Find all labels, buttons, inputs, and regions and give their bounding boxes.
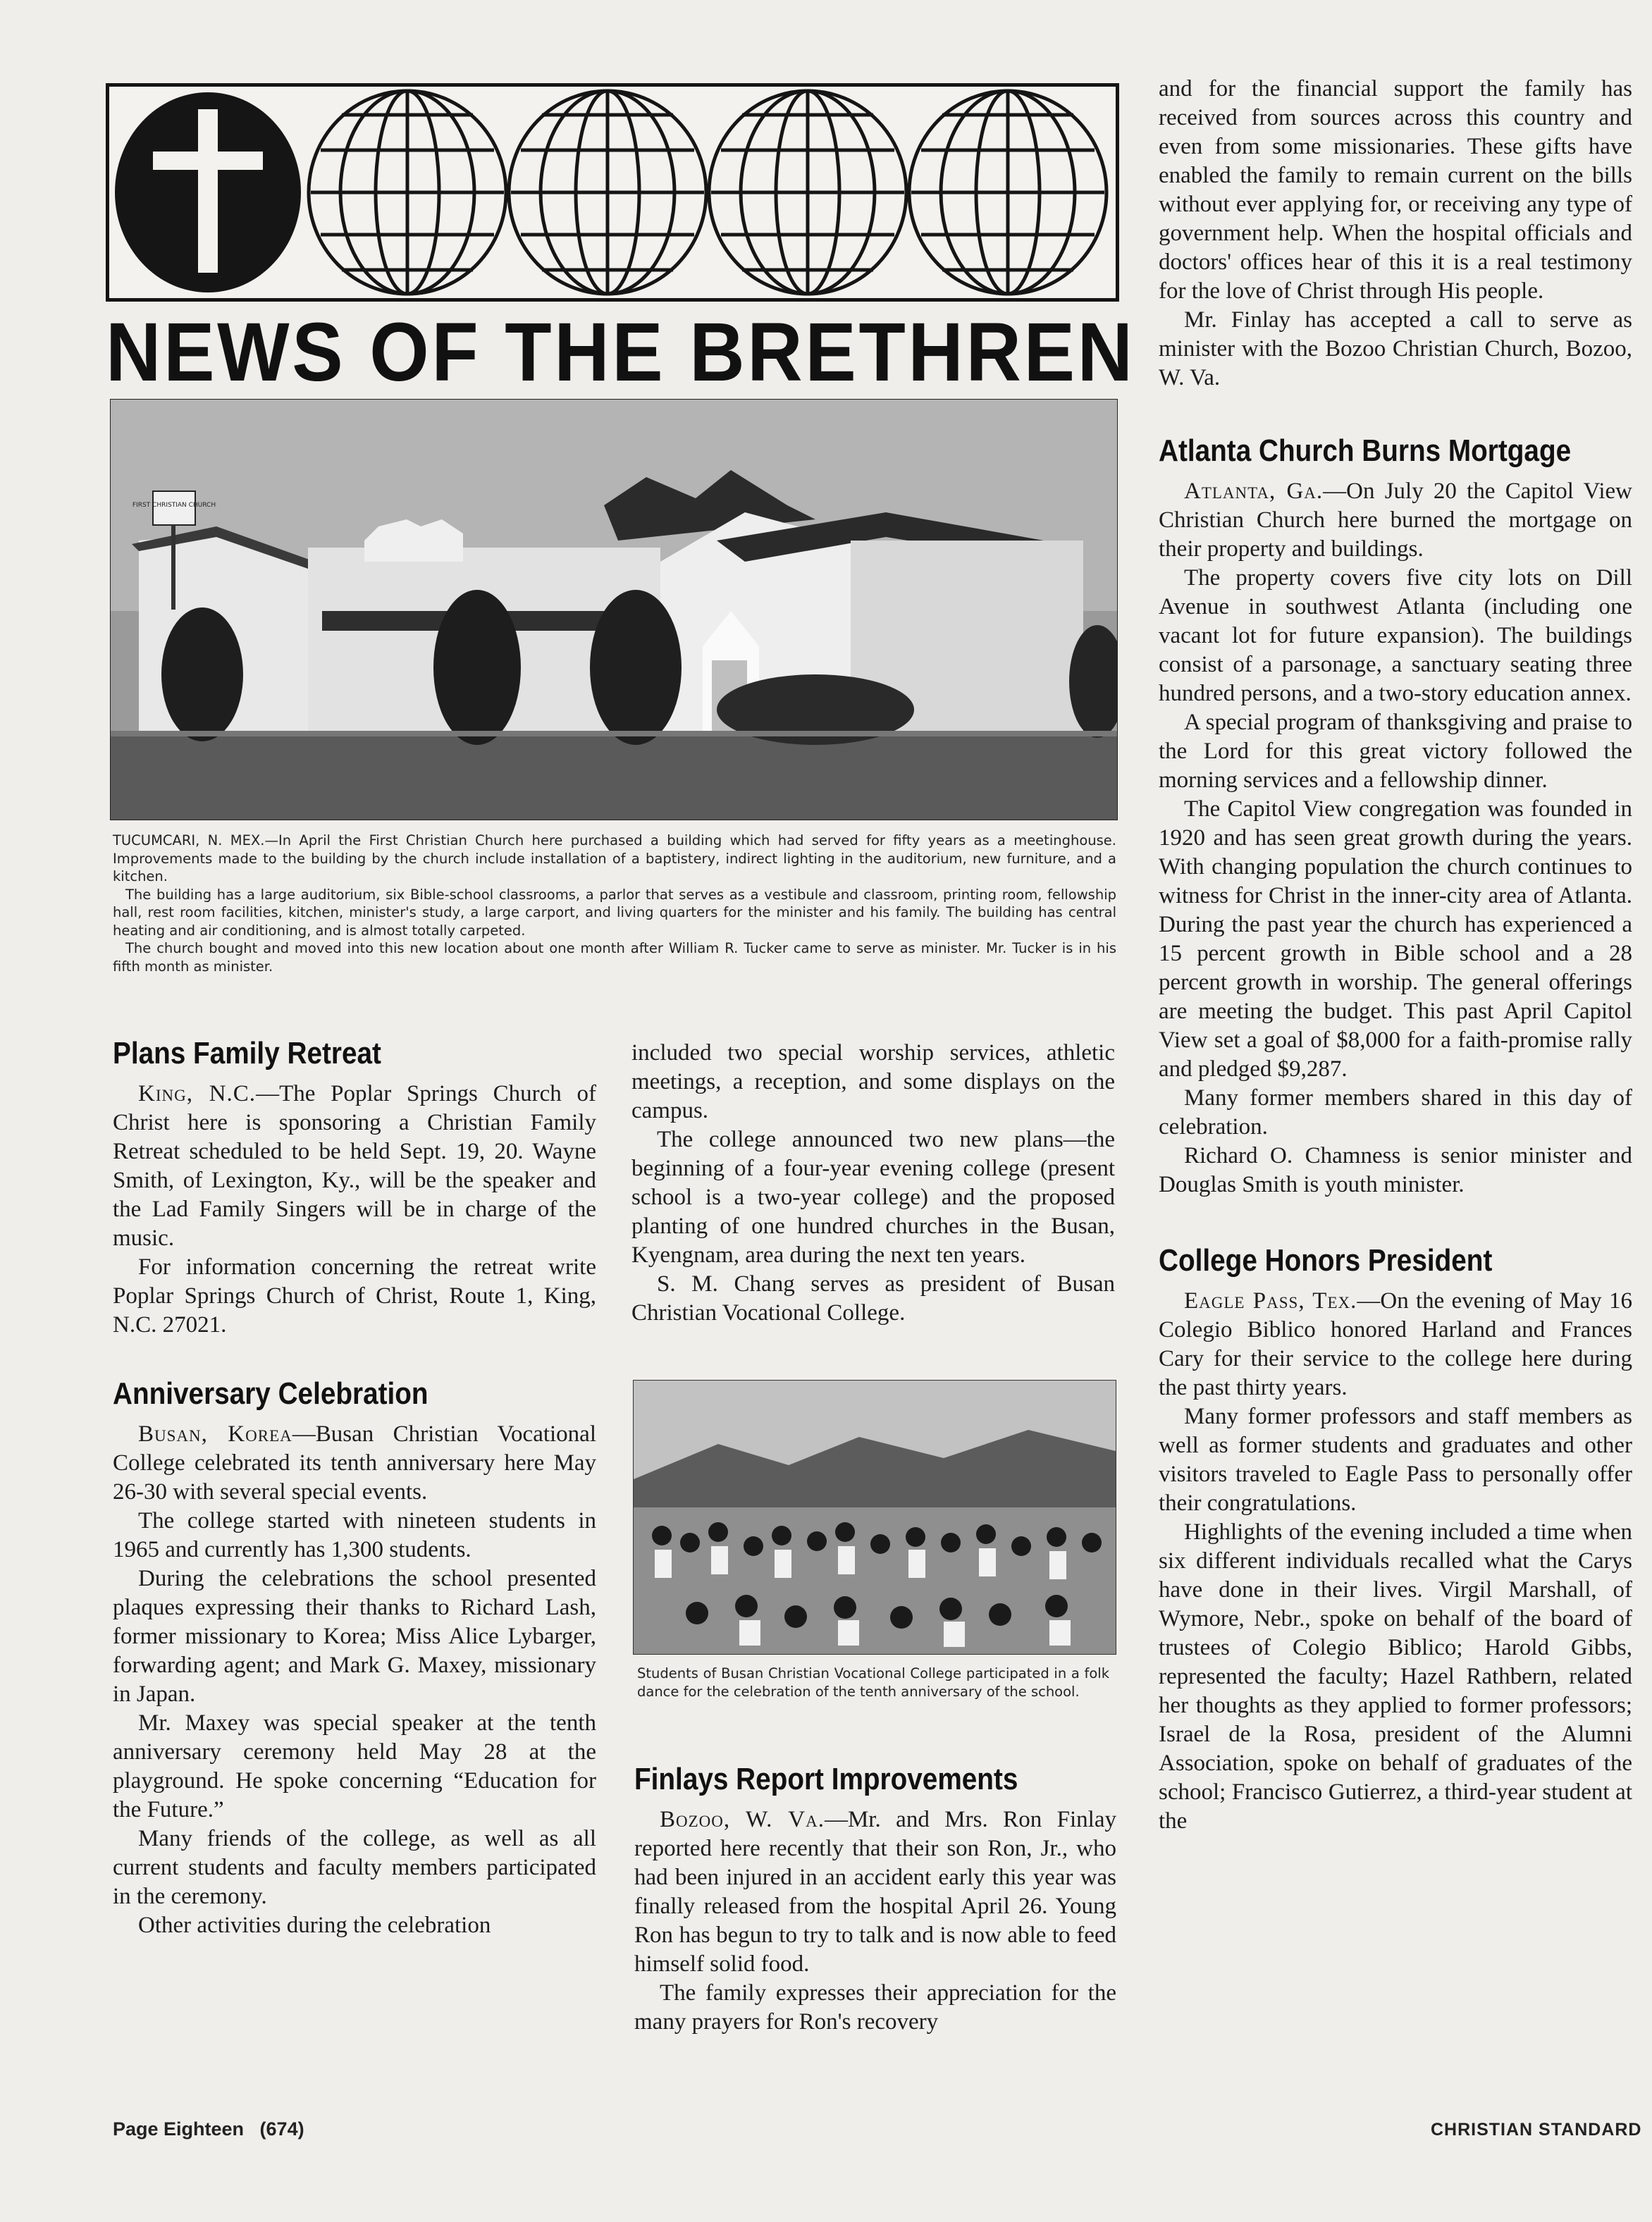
column-left: [113, 1036, 596, 1940]
dateline: Bozoo, W. Va.: [660, 1807, 825, 1832]
article-paragraph: During the celebrations the school presented plaques expressing their thanks to Richard Lash, former missionary to Korea; Miss Alice Lybarger, forwarding agent; and Mark G. Maxey, missionary in Japan.: [113, 1566, 596, 1707]
article-headline: Finlays Report Improvements: [634, 1762, 1018, 1796]
page-number: Page Eighteen (674): [113, 2118, 304, 2140]
dateline: Busan, Korea: [138, 1421, 292, 1447]
folk-dance-illustration: [634, 1381, 1116, 1654]
folk-dance-caption: Students of Busan Christian Vocational College participated in a folk dance for the celebration of the tenth anniversary of the school.: [637, 1665, 1109, 1700]
article-paragraph: Eagle Pass, Tex.—On the evening of May 16 Colegio Biblico honored Harland and Frances Cary for their service to the college here during the past thirty years.: [1159, 1288, 1632, 1400]
main-photo-caption: [113, 832, 1116, 975]
column-right: [1159, 75, 1632, 1836]
caption-paragraph: The church bought and moved into this new location about one month after William R. Tucker came to serve as minister. Mr. Tucker is in his fifth month as minister.: [113, 940, 1116, 975]
shrub: [590, 590, 682, 745]
folk-dance-photo: [633, 1380, 1116, 1655]
article-paragraph: Many friends of the college, as well as all current students and faculty members participated in the ceremony.: [113, 1826, 596, 1909]
article-paragraph: Atlanta, Ga.—On July 20 the Capitol View Christian Church here burned the mortgage on their property and buildings.: [1159, 479, 1632, 562]
shrub: [161, 607, 243, 741]
globe-icon-2: [509, 91, 706, 294]
article-paragraph: S. M. Chang serves as president of Busan Christian Vocational College.: [631, 1271, 1115, 1326]
publication-name: CHRISTIAN STANDARD: [1431, 2120, 1642, 2140]
finlays-article: [634, 1762, 1116, 2037]
article-paragraph: Many former professors and staff members as well as former students and graduates and other visitors traveled to Eagle Pass to personally offer their congratulations.: [1159, 1404, 1632, 1516]
cross-icon-horizontal: [153, 152, 263, 170]
road: [111, 731, 1117, 820]
dateline: King, N.C.: [138, 1081, 257, 1106]
article-headline: College Honors President: [1159, 1243, 1493, 1278]
article-paragraph: Bozoo, W. Va.—Mr. and Mrs. Ron Finlay reported here recently that their son Ron, Jr., who had been injured in an accident early this year was finally released from the hospital April 26. Young Ron has begun to try to talk and is now able to feed himself solid food.: [634, 1807, 1116, 1977]
article-paragraph: Mr. Finlay has accepted a call to serve as minister with the Bozoo Christian Church, Bozoo, W. Va.: [1159, 307, 1632, 390]
article-paragraph: Mr. Maxey was special speaker at the tenth anniversary ceremony held May 28 at the playground. He spoke concerning “Education for the Future.”: [113, 1710, 596, 1822]
church-sign-text: FIRST CHRISTIAN CHURCH: [132, 502, 216, 509]
church-photo-illustration: [111, 400, 1117, 820]
article-paragraph: The family expresses their appreciation for the many prayers for Ron's recovery: [634, 1980, 1116, 2035]
article-paragraph: A special program of thanksgiving and praise to the Lord for this great victory followed the morning services and a fellowship dinner.: [1159, 710, 1632, 793]
article-headline: Atlanta Church Burns Mortgage: [1159, 433, 1572, 468]
article-paragraph: Other activities during the celebration: [138, 1913, 491, 1938]
cross-icon-vertical: [198, 109, 218, 273]
article-paragraph: Many former members shared in this day of celebration.: [1159, 1085, 1632, 1140]
article-paragraph: The property covers five city lots on Dill Avenue in southwest Atlanta (including one vacant lot for future expansion). The buildings consist of a parsonage, a sanctuary seating three hundred persons, and a two-story education annex.: [1159, 565, 1632, 706]
globe-icon-4: [909, 91, 1107, 294]
section-title: NEWS OF THE BRETHREN: [106, 306, 1135, 399]
article-paragraph: and for the financial support the family has received from sources across this country and even from some missionaries. These gifts have enabled the family to remain current on the bills without ever applying for, or receiving any type of government help. When the hospital officials and doctors' offices hear of this it is a real testimony for the love of Christ through His people.: [1159, 76, 1632, 304]
article-headline: Anniversary Celebration: [113, 1376, 429, 1411]
column-middle: [631, 1039, 1115, 1328]
article-paragraph: Highlights of the evening included a time when six different individuals recalled what the Carys have done in their lives. Virgil Marshall, of Wymore, Nebr., spoke on behalf of the board of trustees of Colegio Biblico; Harold Gibbs, represented the faculty; Hazel Rathbern, related her thoughts as they applied to former professors; Israel de la Rosa, president of the Alumni Association, spoke on behalf of graduates of the school; Francisco Gutierrez, a third-year student at the: [1159, 1519, 1632, 1834]
article-paragraph: The college started with nineteen students in 1965 and currently has 1,300 students.: [113, 1508, 596, 1562]
caption-paragraph: The building has a large auditorium, six Bible-school classrooms, a parlor that serves as a vestibule and classroom, printing room, fellowship hall, rest room facilities, kitchen, minister's study, a large carport, and living quarters for the minister and his family. The building has central heating and air conditioning, and is almost totally carpeted.: [113, 886, 1116, 939]
caption-paragraph: TUCUMCARI, N. MEX.—In April the First Christian Church here purchased a building which had served for fifty years as a meetinghouse. Improvements made to the building by the church include installation of a baptistery, indirect lighting in the auditorium, new furniture, and a kitchen.: [113, 832, 1116, 884]
globe-icon-3: [709, 91, 906, 294]
masthead-graphic: [106, 83, 1119, 302]
dateline: Atlanta, Ga.: [1184, 479, 1324, 504]
dateline: Eagle Pass, Tex.: [1184, 1288, 1357, 1314]
article-headline: Plans Family Retreat: [113, 1036, 381, 1070]
article-paragraph: The college announced two new plans—the beginning of a four-year evening college (present school is a two-year college) and the proposed planting of one hundred churches in the Busan, Kyengnam, area during the next ten years.: [631, 1127, 1115, 1268]
article-paragraph: The Capitol View congregation was founded in 1920 and has seen great growth during the years. With changing population the church continues to witness for Christ in the inner-city area of Atlanta. During the past year the church has experienced a 15 percent growth in Bible school and a 28 percent growth in worship. The general offerings are meeting the budget. This past April Capitol View set a goal of $8,000 for a faith-promise rally and pledged $9,287.: [1159, 796, 1632, 1082]
article-paragraph: For information concerning the retreat write Poplar Springs Church of Christ, Route 1, King, N.C. 27021.: [113, 1254, 596, 1338]
article-paragraph: Richard O. Chamness is senior minister and Douglas Smith is youth minister.: [1159, 1143, 1632, 1197]
globe-icon-1: [309, 91, 506, 294]
article-paragraph: included two special worship services, athletic meetings, a reception, and some displays on the campus.: [631, 1040, 1115, 1123]
globe-banner-illustration: [109, 87, 1116, 298]
church-building-photo: [110, 399, 1118, 820]
shrub: [433, 590, 521, 745]
article-paragraph: King, N.C.—The Poplar Springs Church of Christ here is sponsoring a Christian Family Retreat scheduled to be held Sept. 19, 20. Wayne Smith, of Lexington, Ky., will be the speaker and the Lad Family Singers will be in charge of the music.: [113, 1081, 597, 1251]
article-paragraph: Busan, Korea—Busan Christian Vocational College celebrated its tenth anniversary here May 26-30 with several special events.: [113, 1421, 596, 1505]
